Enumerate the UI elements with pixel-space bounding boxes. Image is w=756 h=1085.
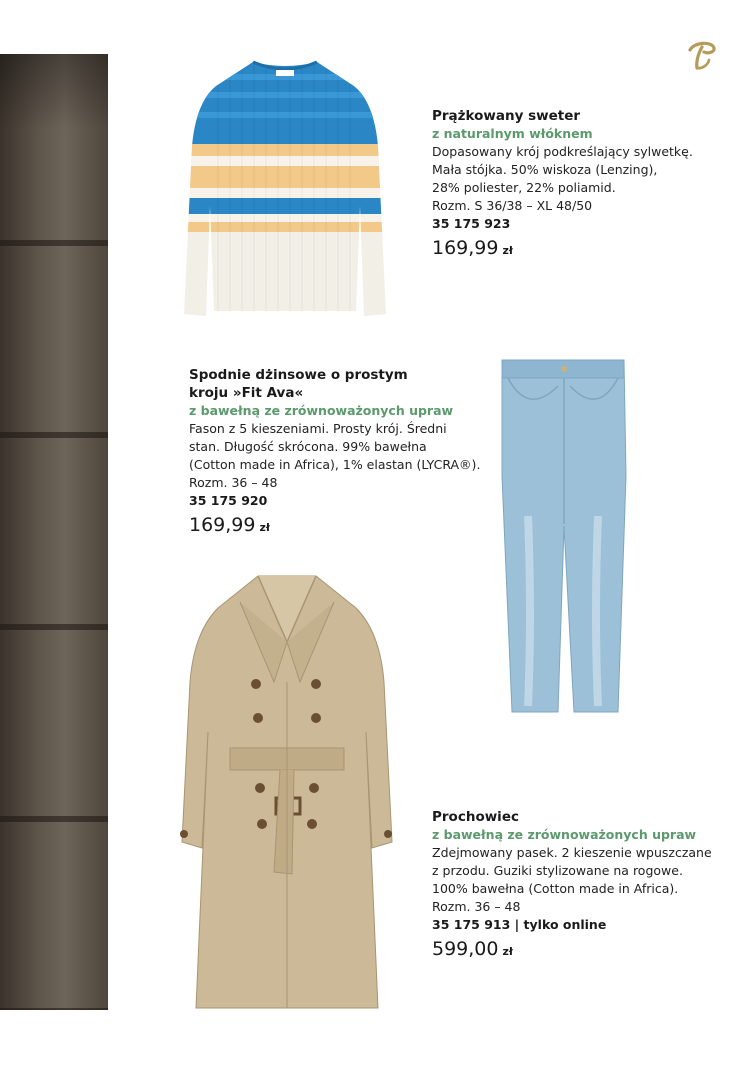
product-sweater: [432, 107, 732, 264]
tchibo-logo-icon: [684, 38, 718, 72]
product-subtitle: z bawełną ze zrównoważonych upraw: [189, 403, 454, 418]
product-desc-line: stan. Długość skrócona. 99% bawełna: [189, 439, 427, 454]
trench-coat-image: [180, 572, 394, 1014]
product-code: 35 175 923: [432, 216, 511, 231]
product-price: [432, 235, 732, 264]
price-currency: zł: [502, 244, 513, 257]
price-value: 169,99: [189, 514, 256, 536]
product-trench-coat: [432, 808, 732, 965]
product-desc-line: Zdejmowany pasek. 2 kieszenie wpuszczane: [432, 845, 712, 860]
product-code: 35 175 920: [189, 493, 268, 508]
jeans-image: [498, 356, 628, 716]
price-value: 169,99: [432, 237, 499, 259]
product-desc-line: Mała stójka. 50% wiskoza (Lenzing),: [432, 162, 658, 177]
product-subtitle: z bawełną ze zrównoważonych upraw: [432, 827, 697, 842]
product-desc-line: 100% bawełna (Cotton made in Africa).: [432, 881, 679, 896]
product-price: [189, 512, 489, 541]
price-currency: zł: [259, 521, 270, 534]
product-size: Rozm. S 36/38 – XL 48/50: [432, 198, 593, 213]
product-title: Prążkowany sweter: [432, 108, 581, 124]
product-desc-line: z przodu. Guziki stylizowane na rogowe.: [432, 863, 683, 878]
product-jeans: [189, 366, 489, 541]
product-size: Rozm. 36 – 48: [189, 475, 278, 490]
product-subtitle: z naturalnym włóknem: [432, 126, 593, 141]
sweater-image: [178, 56, 392, 318]
product-desc-line: 28% poliester, 22% poliamid.: [432, 180, 616, 195]
product-size: Rozm. 36 – 48: [432, 899, 521, 914]
decorative-photo-strip: [0, 54, 108, 1010]
product-desc-line: Dopasowany krój podkreślający sylwetkę.: [432, 144, 693, 159]
product-title: Prochowiec: [432, 809, 519, 825]
product-desc-line: (Cotton made in Africa), 1% elastan (LYCRA®).: [189, 457, 481, 472]
product-code: 35 175 913 | tylko online: [432, 917, 607, 932]
price-value: 599,00: [432, 938, 499, 960]
product-desc-line: Fason z 5 kieszeniami. Prosty krój. Średni: [189, 421, 447, 436]
product-title: kroju »Fit Ava«: [189, 385, 304, 401]
price-currency: zł: [502, 945, 513, 958]
product-price: [432, 936, 732, 965]
product-title: Spodnie dżinsowe o prostym: [189, 367, 408, 383]
